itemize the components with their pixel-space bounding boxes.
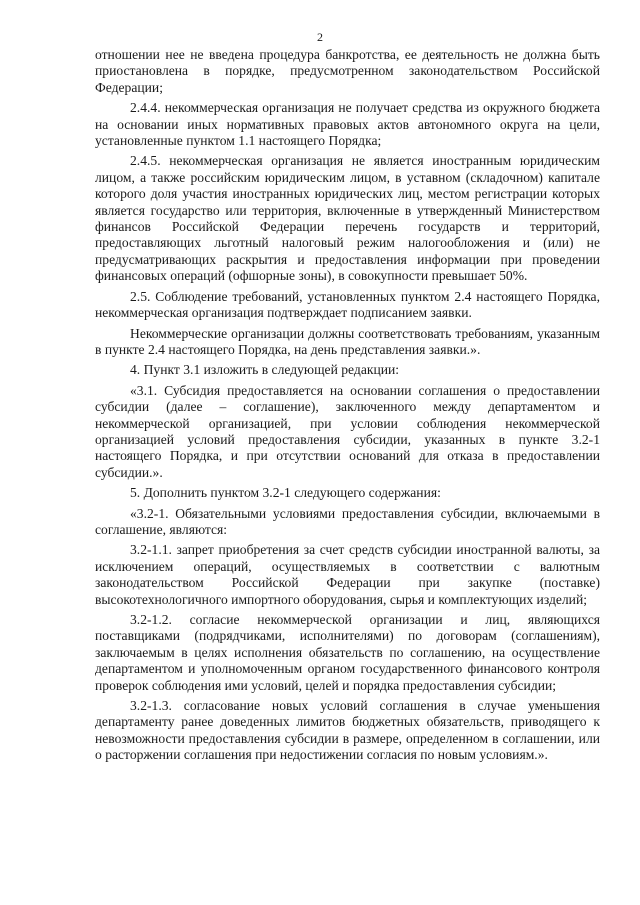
paragraph-2-4-5: 2.4.5. некоммерческая организация не является иностранным юридическим лицом, а также российским юридическим лицом, в уставном (складочном) капитале которого доля участия иностранных юридических лиц, местом регистрации которых является государство или территория, включенные в утвержденный Министерством финансов Российской Федерации перечень государств и территорий, предоставляющих льготный налоговый режим налогообложения и (или) не предусматривающих раскрытия и предоставления информации при проведении финансовых операций (офшорные зоны), в совокупности превышает 50%. (95, 153, 600, 284)
paragraph-item-4: 4. Пункт 3.1 изложить в следующей редакции: (130, 362, 400, 378)
paragraph-2-5: 2.5. Соблюдение требований, установленных пунктом 2.4 настоящего Порядка, некоммерческая организация подтверждает подписанием заявки. (95, 288, 600, 321)
paragraph-3-2-1-3: 3.2-1.3. согласование новых условий соглашения в случае уменьшения департаменту ранее доведенных лимитов бюджетных обязательств, приводящего к невозможности предоставления субсидии в размере, определенном в соглашении, или о расторжении соглашения при недостижении согласия по новым условиям.». (95, 698, 600, 763)
paragraph-3-2-1-2: 3.2-1.2. согласие некоммерческой организации и лиц, являющихся поставщиками (подрядчиками, исполнителями) по договорам (соглашениям), заключаемым в целях исполнения обязательств по соглашению, на осуществление департаментом и уполномоченным органом государственного финансового контроля проверок соблюдения ими условий, целей и порядка предоставления субсидии; (95, 612, 600, 693)
document-body (95, 47, 600, 768)
paragraph-continuation: отношении нее не введена процедура банкротства, ее деятельность не должна быть приостановлена в порядке, предусмотренном законодательством Российской Федерации; (95, 47, 600, 95)
paragraph-3-1: «3.1. Субсидия предоставляется на основании соглашения о предоставлении субсидии (далее – соглашение), заключенного между департаментом и некоммерческой организацией, при условии соблюдения некоммерческой организацией условий предоставления субсидии, указанных в пункте 3.2-1 настоящего Порядка, и при отсутствии оснований для отказа в предоставлении субсидии.». (95, 382, 600, 480)
paragraph-2-4-4: 2.4.4. некоммерческая организация не получает средства из окружного бюджета на основании иных нормативных правовых актов автономного округа на цели, установленные пунктом 1.1 настоящего Порядка; (95, 100, 600, 149)
paragraph-item-5: 5. Дополнить пунктом 3.2-1 следующего содержания: (130, 485, 441, 501)
paragraph-3-2-1-1: 3.2-1.1. запрет приобретения за счет средств субсидии иностранной валюты, за исключением операций, осуществляемых в соответствии с валютным законодательством Российской Федерации при закупке (поставке) высокотехнологичного импортного оборудования, сырья и комплектующих изделий; (95, 542, 600, 607)
paragraph-requirements: Некоммерческие организации должны соответствовать требованиям, указанным в пункте 2.4 настоящего Порядка, на день представления заявки.». (95, 325, 600, 357)
page-number: 2 (317, 30, 323, 44)
paragraph-3-2-1: «3.2-1. Обязательными условиями предоставления субсидии, включаемыми в соглашение, являются: (95, 505, 600, 537)
